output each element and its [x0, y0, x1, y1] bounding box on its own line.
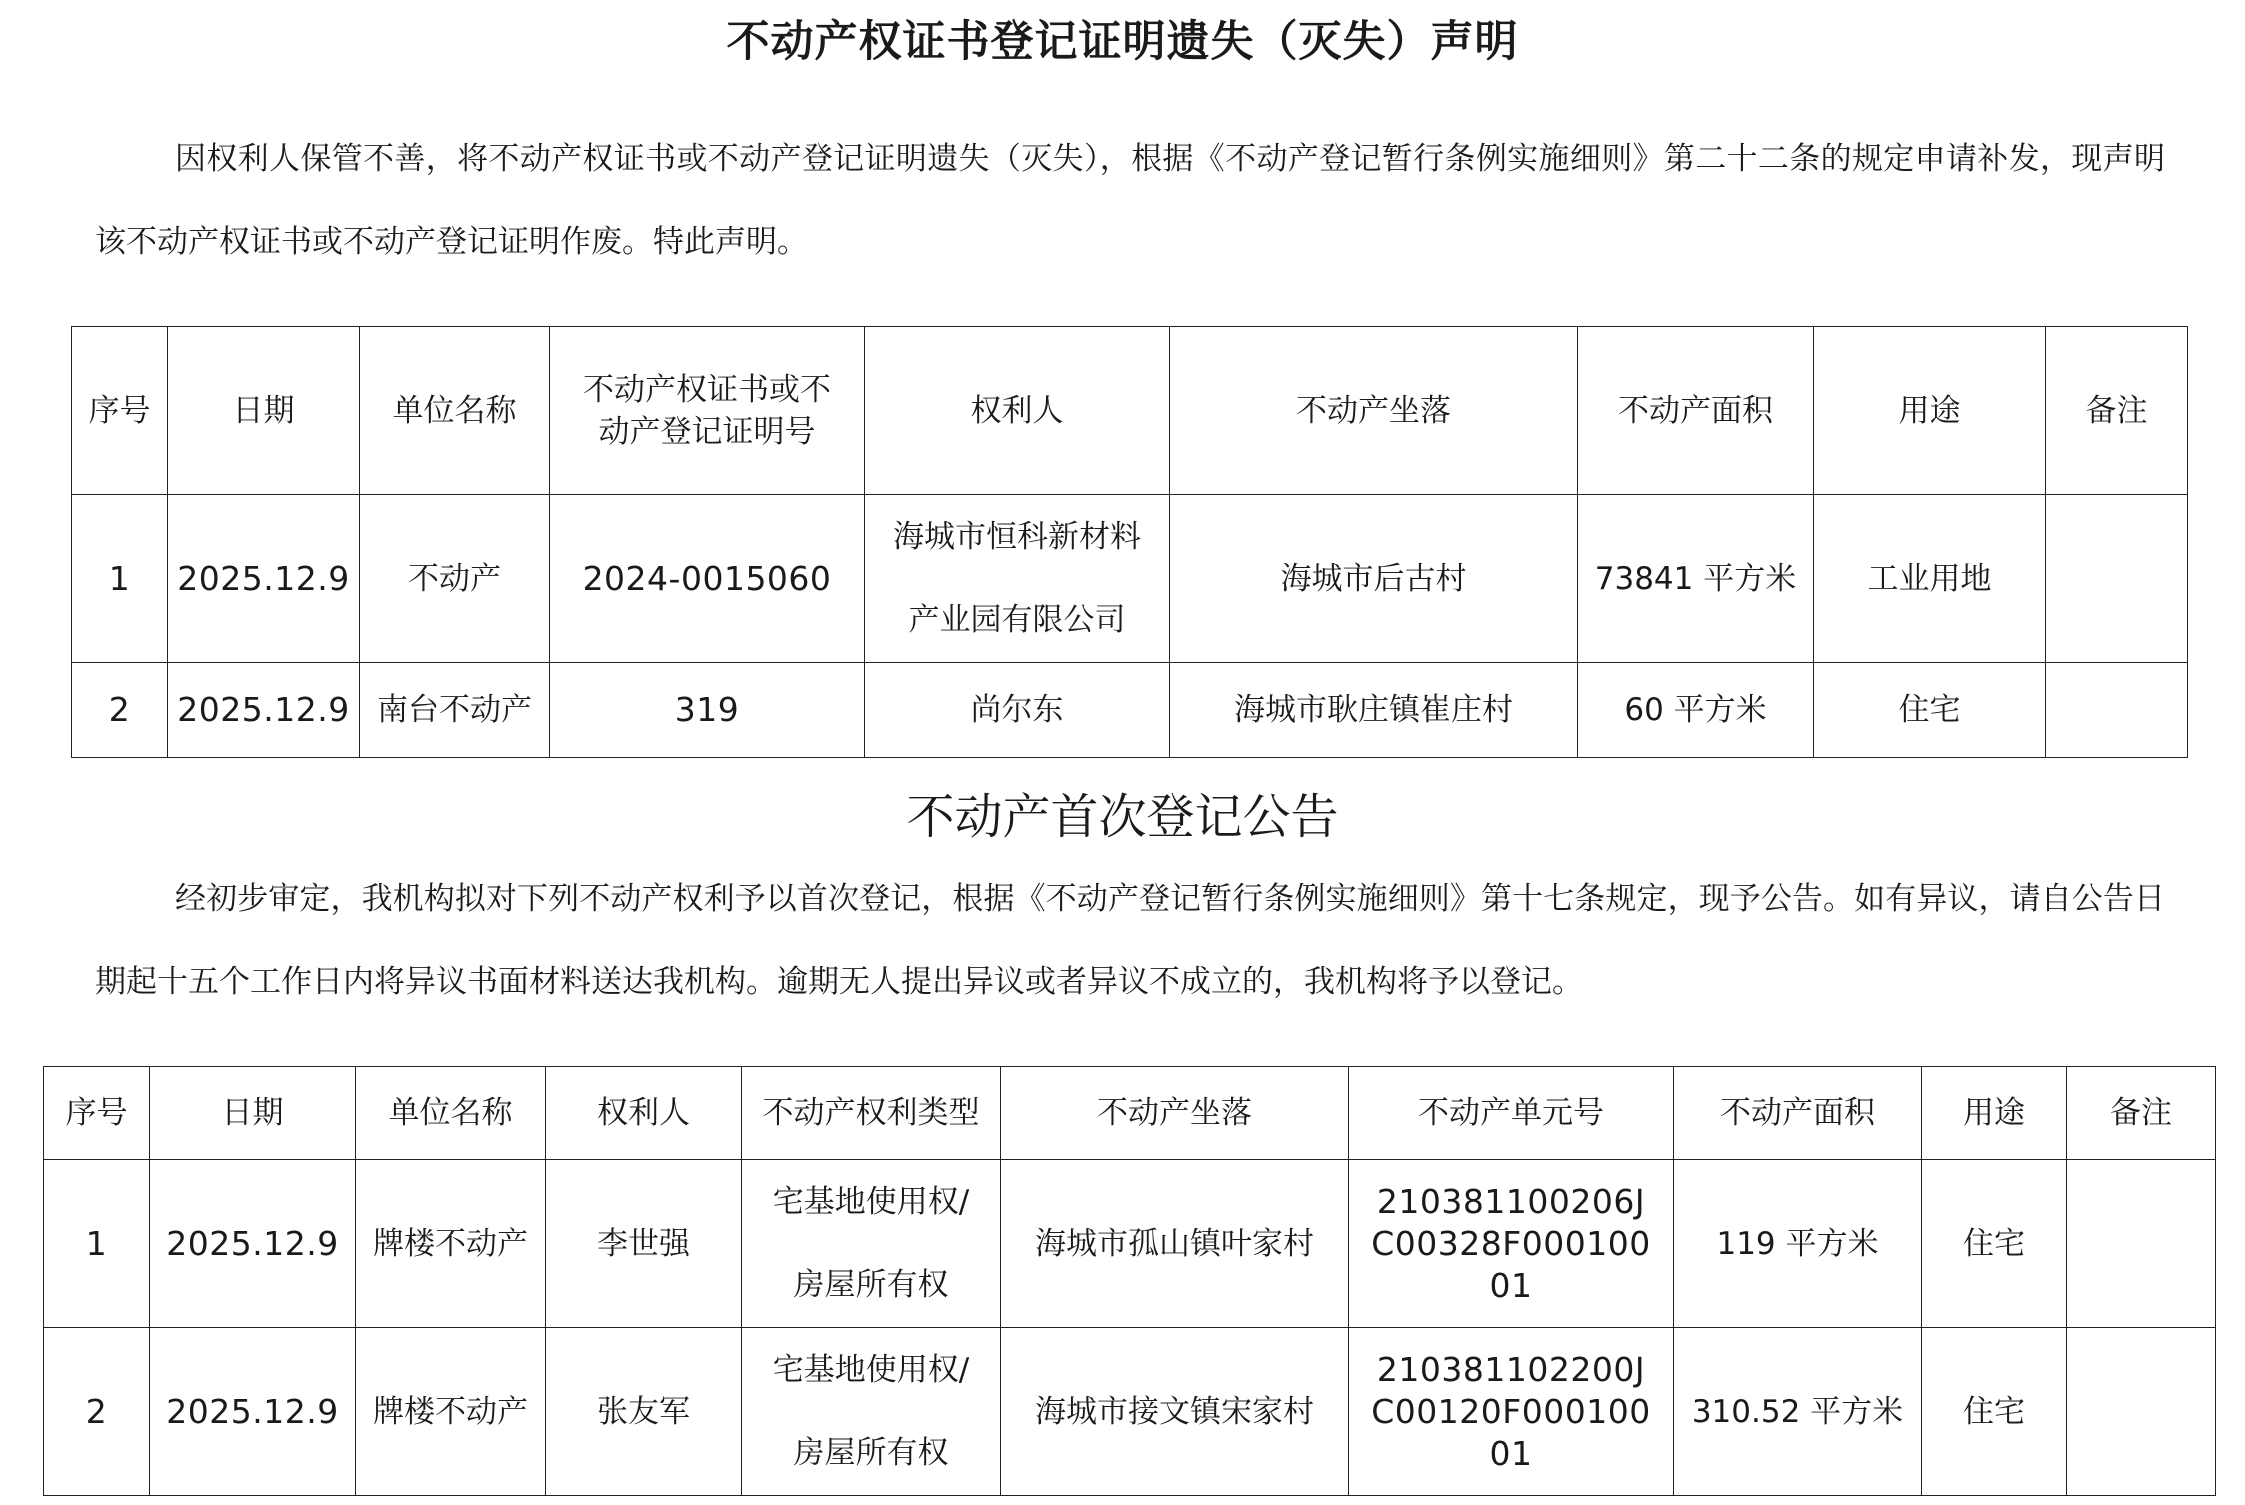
cell-date: 2025.12.9 — [150, 1160, 356, 1328]
cell-no: 2 — [72, 663, 168, 758]
cell-location: 海城市孤山镇叶家村 — [1001, 1160, 1349, 1328]
header-cell: 日期 — [150, 1067, 356, 1160]
cell-use: 住宅 — [1814, 663, 2046, 758]
table-row — [72, 495, 2188, 663]
header-cell: 单位名称 — [360, 327, 550, 495]
cell-remark — [2046, 495, 2188, 663]
declaration-table — [71, 326, 2188, 758]
cell-no: 2 — [44, 1328, 150, 1496]
cell-date: 2025.12.9 — [168, 663, 360, 758]
cell-cert-no: 2024-0015060 — [550, 495, 865, 663]
cell-unit: 牌楼不动产 — [356, 1160, 546, 1328]
announcement-table — [43, 1066, 2216, 1496]
cell-location: 海城市耿庄镇崔庄村 — [1170, 663, 1578, 758]
cell-no: 1 — [72, 495, 168, 663]
cell-use: 住宅 — [1922, 1160, 2067, 1328]
cell-unit-no: 210381100206JC00328F00010001 — [1349, 1160, 1674, 1328]
declaration-title: 不动产权证书登记证明遗失（灭失）声明 — [726, 17, 1519, 67]
table-header-row — [72, 327, 2188, 495]
header-cell: 不动产单元号 — [1349, 1067, 1674, 1160]
cell-date: 2025.12.9 — [150, 1328, 356, 1496]
header-cell: 用途 — [1922, 1067, 2067, 1160]
header-cell: 不动产坐落 — [1170, 327, 1578, 495]
cell-use: 住宅 — [1922, 1328, 2067, 1496]
header-cell: 用途 — [1814, 327, 2046, 495]
cell-holder: 张友军 — [546, 1328, 742, 1496]
header-cell: 序号 — [44, 1067, 150, 1160]
table-row — [44, 1328, 2216, 1496]
cell-right-type: 宅基地使用权/房屋所有权 — [742, 1160, 1001, 1328]
table-header-row — [44, 1067, 2216, 1160]
cell-area: 73841 平方米 — [1578, 495, 1814, 663]
declaration-paragraph: 因权利人保管不善，将不动产权证书或不动产登记证明遗失（灭失），根据《不动产登记暂行条例实施细则》第二十二条的规定申请补发，现声明该不动产权证书或不动产登记证明作废。特此声明。 — [95, 141, 2165, 260]
header-cell: 备注 — [2046, 327, 2188, 495]
cell-remark — [2046, 663, 2188, 758]
header-cell: 权利人 — [546, 1067, 742, 1160]
cell-location: 海城市接文镇宋家村 — [1001, 1328, 1349, 1496]
header-cell: 日期 — [168, 327, 360, 495]
cell-unit: 牌楼不动产 — [356, 1328, 546, 1496]
cell-right-type: 宅基地使用权/房屋所有权 — [742, 1328, 1001, 1496]
announcement-title: 不动产首次登记公告 — [906, 789, 1339, 845]
cell-unit-no: 210381102200JC00120F00010001 — [1349, 1328, 1674, 1496]
cell-remark — [2067, 1328, 2216, 1496]
announcement-paragraph: 经初步审定，我机构拟对下列不动产权利予以首次登记，根据《不动产登记暂行条例实施细则》第十七条规定，现予公告。如有异议，请自公告日期起十五个工作日内将异议书面材料送达我机构。逾期无人提出异议或者异议不成立的，我机构将予以登记。 — [95, 881, 2165, 1000]
table-row — [44, 1160, 2216, 1328]
cell-holder: 海城市恒科新材料产业园有限公司 — [865, 495, 1170, 663]
cell-no: 1 — [44, 1160, 150, 1328]
header-cell: 序号 — [72, 327, 168, 495]
cell-date: 2025.12.9 — [168, 495, 360, 663]
header-cell: 权利人 — [865, 327, 1170, 495]
table-row — [72, 663, 2188, 758]
header-cell: 不动产面积 — [1578, 327, 1814, 495]
cell-unit: 不动产 — [360, 495, 550, 663]
header-cell: 不动产权利类型 — [742, 1067, 1001, 1160]
header-cell: 不动产面积 — [1674, 1067, 1922, 1160]
header-cell: 备注 — [2067, 1067, 2216, 1160]
cell-unit: 南台不动产 — [360, 663, 550, 758]
header-cell: 单位名称 — [356, 1067, 546, 1160]
cell-holder: 李世强 — [546, 1160, 742, 1328]
cell-remark — [2067, 1160, 2216, 1328]
cell-location: 海城市后古村 — [1170, 495, 1578, 663]
cell-area: 310.52 平方米 — [1674, 1328, 1922, 1496]
cell-area: 119 平方米 — [1674, 1160, 1922, 1328]
cell-use: 工业用地 — [1814, 495, 2046, 663]
header-cell: 不动产权证书或不动产登记证明号 — [550, 327, 865, 495]
header-cell: 不动产坐落 — [1001, 1067, 1349, 1160]
cell-area: 60 平方米 — [1578, 663, 1814, 758]
cell-holder: 尚尔东 — [865, 663, 1170, 758]
cell-cert-no: 319 — [550, 663, 865, 758]
